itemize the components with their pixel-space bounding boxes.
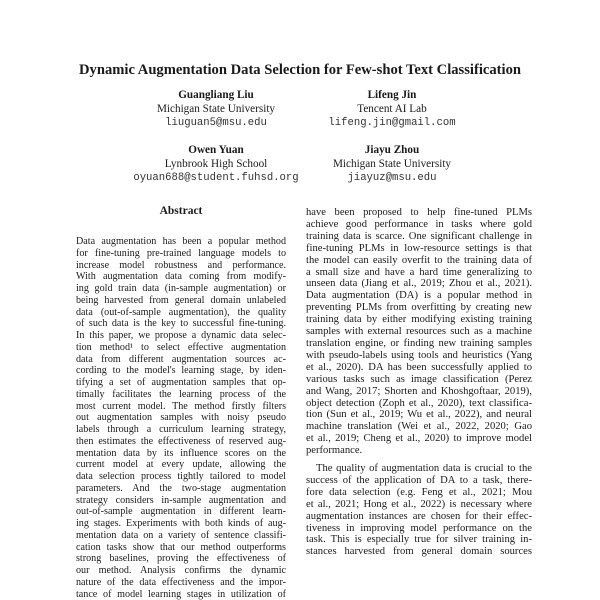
introduction-body [306,207,532,558]
text-line: various tasks such as image classification (Perez [306,373,532,385]
text-line: ing stages. Experiments with both kinds of aug- [76,518,286,529]
text-line: current model at every update, allowing the [76,459,286,471]
text-line: fore data selection (e.g. Feng et al., 2021; Mou [306,486,532,498]
text-line: data selection process tightly tailored to model [76,471,286,482]
text-line: machine translation (Wei et al., 2022, 2020; Gao [306,421,532,433]
author-affiliation: Michigan State University [332,158,452,170]
author-name: Guangliang Liu [178,89,254,101]
text-line: samples with external resources such as a machine [306,326,532,338]
author-email: oyuan688@student.fuhsd.org [133,172,299,184]
text-line: The quality of augmentation data is crucial to the [316,463,532,475]
text-line: parameters. And the two-stage augmentation [76,482,286,494]
text-line: ing gold train data (in-sample augmentation) or [76,283,286,294]
author-name: Owen Yuan [188,144,244,156]
text-line: out augmentation samples with noisy pseudo [76,412,286,424]
text-line: strategy considers in-sample augmentation and [76,494,286,506]
author-affiliation: Michigan State University [156,103,276,115]
text-line: mentation data by its influence scores on the [76,447,286,459]
text-line: and Wang, 2017; Shorten and Khoshgoftaar, 2019), [306,385,532,397]
text-line: increase model robustness and performance. [76,259,286,271]
text-line: with pseudo-labels using tools and heuristics (Yang [306,349,532,361]
text-line: a small size and have a hard time generalizing to [306,266,532,278]
text-line: With augmentation data coming from modify- [76,271,286,283]
text-line: most current model. The method firstly filters [76,400,286,412]
author-email: liuguan5@msu.edu [165,117,267,129]
text-line: the model can easily overfit to the training data of [306,254,532,266]
author-affiliation: Tencent AI Lab [357,103,427,115]
text-line: stances harvested from general domain sources [306,546,532,558]
text-line: achieve good performance in tasks where gold [306,218,532,230]
text-line: tifying a set of augmentation samples that op- [76,377,286,388]
text-line: In this paper, we propose a dynamic data selec- [76,330,286,341]
text-line: unseen data (Jiang et al., 2019; Zhou et al., 2021). [306,278,532,290]
text-line: Data augmentation (DA) is a popular method in [306,290,532,302]
text-line: training data by either modifying existing training [306,314,532,326]
text-line: data from different augmentation sources ac- [76,353,286,365]
text-line: translation engine, or finding new training samples [306,337,532,349]
text-line: labels through a curriculum learning strategy, [76,424,286,435]
text-line: training data is scarce. One significant challenge in [306,230,532,242]
text-line: strong baselines, proving the effectiveness of [76,553,286,565]
text-line: tion (Sun et al., 2019; Wu et al., 2022), and neural [306,409,532,421]
author-email: jiayuz@msu.edu [347,172,437,184]
text-line: tiveness in improving model performance on the [306,522,532,534]
paper-title: Dynamic Augmentation Data Selection for Few-shot Text Classification [79,62,521,78]
abstract-heading: Abstract [159,205,203,217]
text-line: preventing PLMs from overfitting by creating new [306,302,532,314]
text-line: our method. Analysis confirms the dynamic [76,565,286,576]
text-line: of such data is the key to successful fine-tuning. [76,318,286,330]
author-email: lifeng.jin@gmail.com [328,117,456,129]
text-line: success of the application of DA to a task, there- [306,474,532,486]
author-name: Lifeng Jin [367,89,417,101]
text-line: then estimates the effectiveness of reserved aug- [76,435,286,447]
text-line: object detection (Zoph et al., 2020), text classifica- [306,397,532,409]
text-line: mentation data on a variety of sentence classifi- [76,529,286,541]
text-line: augmentation instances are chosen for their effec- [306,510,532,522]
text-line: nature of the data effectiveness and the impor- [76,576,286,588]
text-line: performance. [306,445,363,457]
text-line: task. This is especially true for silver training in- [306,534,532,546]
text-line: fine-tuning PLMs in low-resource settings is that [306,242,532,254]
text-line: timally facilitates the learning process of the [76,388,286,400]
text-line: have been proposed to help fine-tuned PLMs [306,207,532,218]
text-line: et al., 2021; Hong et al., 2022) is necessary where [306,498,532,510]
author-block [272,143,512,185]
text-line: cation tasks show that our method outperforms [76,541,286,553]
text-line: tion method¹ to select effective augmentation [76,341,286,353]
author-block [272,88,512,130]
text-line: et al., 2019; Cheng et al., 2020) to improve model [306,433,532,445]
text-line: tance of model learning stages in utilization of [76,588,286,600]
text-line: being harvested from general domain unlabeled [76,294,286,306]
text-line: et al., 2020). DA has been successfully applied to [306,361,532,373]
text-line: out-of-sample augmentation in different learn- [76,506,286,518]
text-line: cording to the model's learning stage, by iden- [76,365,286,377]
text-line: data (out-of-sample augmentation), the quality [76,306,286,318]
author-name: Jiayu Zhou [364,144,420,156]
text-line: for fine-tuning pre-trained language models to [76,247,286,259]
text-line: Data augmentation has been a popular method [76,236,286,247]
author-affiliation: Lynbrook High School [164,158,268,170]
abstract-body [76,236,286,600]
